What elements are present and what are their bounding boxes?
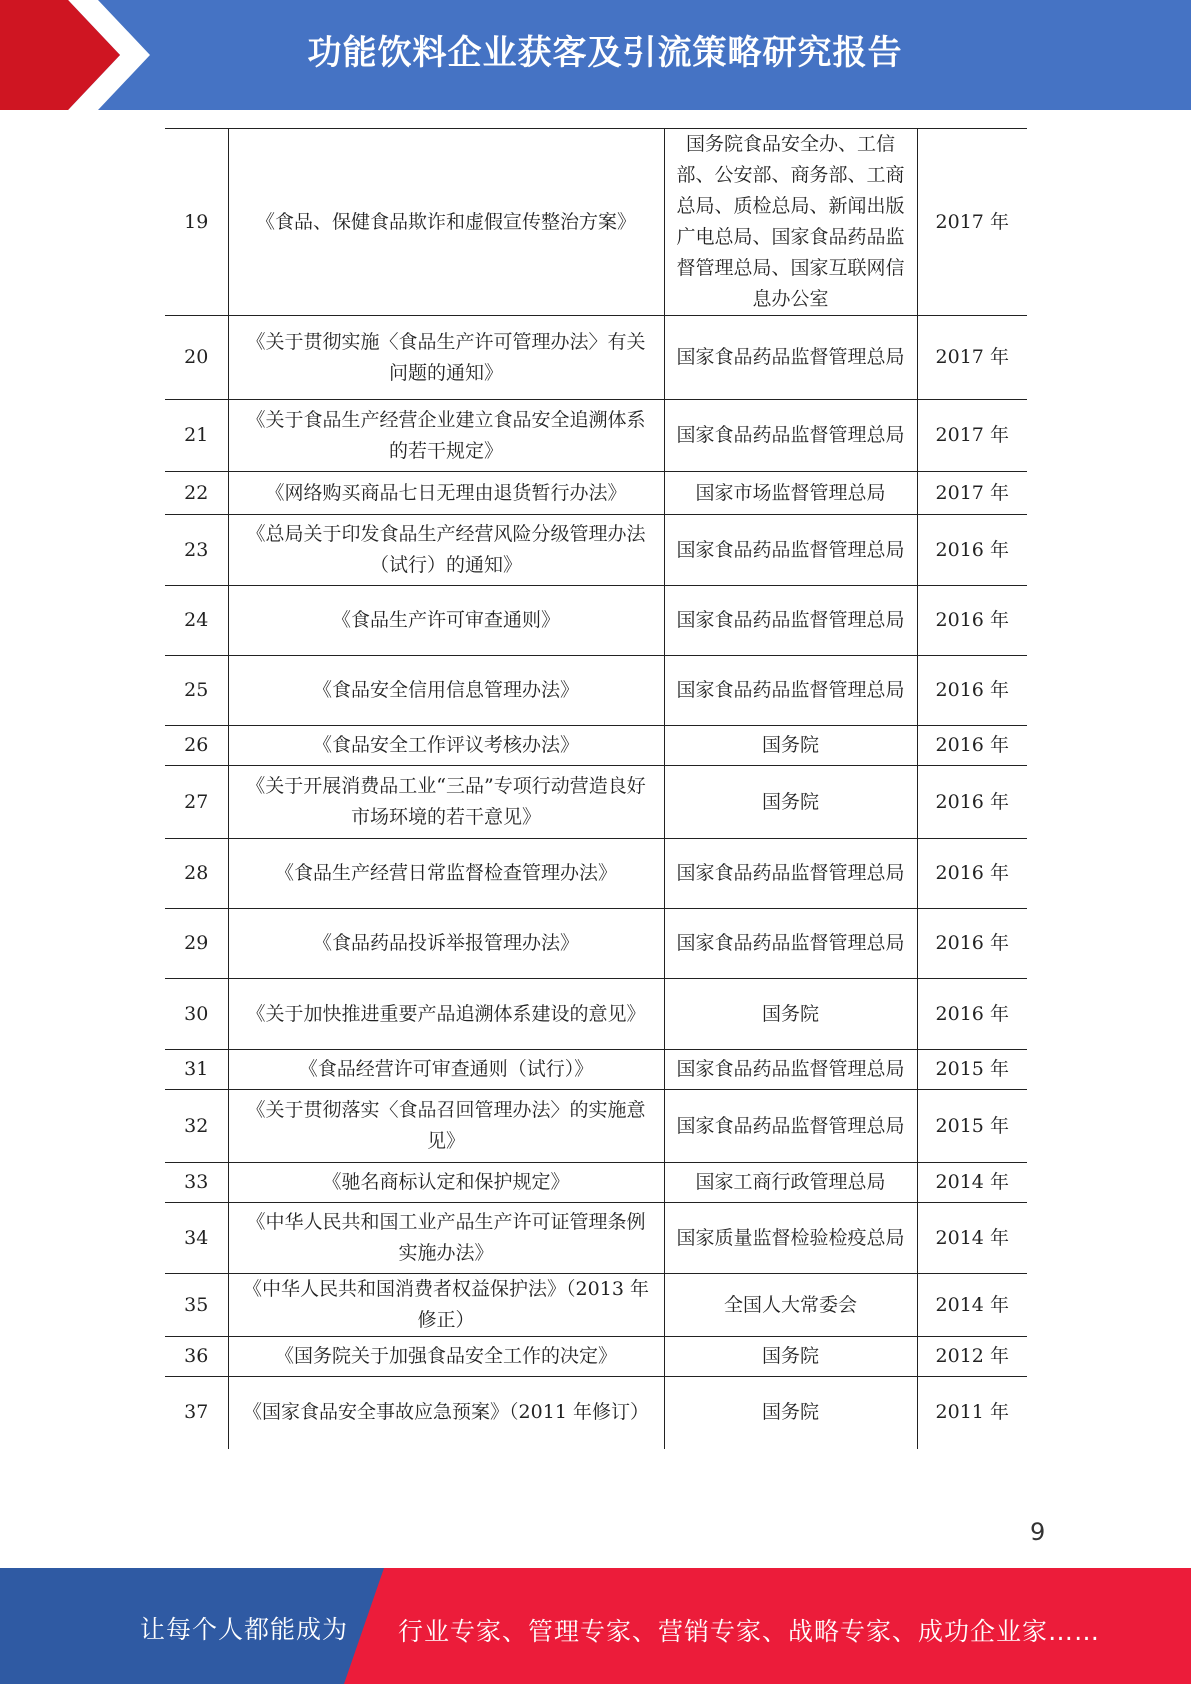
issuing-authority: 国务院 bbox=[664, 766, 917, 839]
regulation-title: 《关于开展消费品工业“三品”专项行动营造良好市场环境的若干意见》 bbox=[228, 766, 664, 839]
issuing-authority: 国家质量监督检验检疫总局 bbox=[664, 1203, 917, 1274]
issuing-authority: 国务院食品安全办、工信部、公安部、商务部、工商总局、质检总局、新闻出版广电总局、国家食品药品监督管理总局、国家互联网信息办公室 bbox=[664, 129, 917, 316]
issue-year: 2016 年 bbox=[917, 656, 1027, 726]
issuing-authority: 国家食品药品监督管理总局 bbox=[664, 656, 917, 726]
issue-year: 2012 年 bbox=[917, 1337, 1027, 1377]
issue-year: 2011 年 bbox=[917, 1377, 1027, 1449]
footer-slogan-left: 让每个人都能成为 bbox=[140, 1615, 349, 1644]
issue-year: 2017 年 bbox=[917, 316, 1027, 400]
row-number: 32 bbox=[165, 1090, 228, 1163]
issuing-authority: 国家食品药品监督管理总局 bbox=[664, 515, 917, 586]
row-number: 27 bbox=[165, 766, 228, 839]
row-number: 37 bbox=[165, 1377, 228, 1449]
row-number: 23 bbox=[165, 515, 228, 586]
issuing-authority: 国家食品药品监督管理总局 bbox=[664, 839, 917, 909]
issue-year: 2017 年 bbox=[917, 129, 1027, 316]
issuing-authority: 国务院 bbox=[664, 726, 917, 766]
regulation-title: 《驰名商标认定和保护规定》 bbox=[228, 1163, 664, 1203]
table-row bbox=[165, 1050, 1027, 1090]
regulation-title: 《食品、保健食品欺诈和虚假宣传整治方案》 bbox=[228, 129, 664, 316]
issuing-authority: 国家食品药品监督管理总局 bbox=[664, 586, 917, 656]
issue-year: 2014 年 bbox=[917, 1274, 1027, 1337]
issue-year: 2017 年 bbox=[917, 472, 1027, 515]
regulation-title: 《关于食品生产经营企业建立食品安全追溯体系的若干规定》 bbox=[228, 400, 664, 472]
issue-year: 2014 年 bbox=[917, 1163, 1027, 1203]
regulations-table bbox=[165, 128, 1027, 1449]
row-number: 21 bbox=[165, 400, 228, 472]
table-row bbox=[165, 766, 1027, 839]
row-number: 36 bbox=[165, 1337, 228, 1377]
regulation-title: 《食品药品投诉举报管理办法》 bbox=[228, 909, 664, 979]
row-number: 22 bbox=[165, 472, 228, 515]
table-row bbox=[165, 839, 1027, 909]
table-row bbox=[165, 1090, 1027, 1163]
issue-year: 2016 年 bbox=[917, 979, 1027, 1050]
table-row bbox=[165, 1203, 1027, 1274]
row-number: 28 bbox=[165, 839, 228, 909]
table-row bbox=[165, 1337, 1027, 1377]
table-row bbox=[165, 129, 1027, 316]
table-row bbox=[165, 1274, 1027, 1337]
row-number: 25 bbox=[165, 656, 228, 726]
issue-year: 2014 年 bbox=[917, 1203, 1027, 1274]
issue-year: 2016 年 bbox=[917, 839, 1027, 909]
regulations-table-body bbox=[165, 129, 1027, 1449]
issuing-authority: 国家食品药品监督管理总局 bbox=[664, 1050, 917, 1090]
row-number: 34 bbox=[165, 1203, 228, 1274]
report-title: 功能饮料企业获客及引流策略研究报告 bbox=[307, 33, 903, 73]
regulation-title: 《网络购买商品七日无理由退货暂行办法》 bbox=[228, 472, 664, 515]
issuing-authority: 全国人大常委会 bbox=[664, 1274, 917, 1337]
regulation-title: 《关于加快推进重要产品追溯体系建设的意见》 bbox=[228, 979, 664, 1050]
issuing-authority: 国家食品药品监督管理总局 bbox=[664, 400, 917, 472]
table-row bbox=[165, 316, 1027, 400]
issue-year: 2016 年 bbox=[917, 766, 1027, 839]
table-row bbox=[165, 1377, 1027, 1449]
issuing-authority: 国务院 bbox=[664, 1337, 917, 1377]
table-row bbox=[165, 400, 1027, 472]
issuing-authority: 国家食品药品监督管理总局 bbox=[664, 909, 917, 979]
table-row bbox=[165, 909, 1027, 979]
row-number: 31 bbox=[165, 1050, 228, 1090]
issuing-authority: 国务院 bbox=[664, 979, 917, 1050]
table-row bbox=[165, 656, 1027, 726]
issuing-authority: 国家食品药品监督管理总局 bbox=[664, 316, 917, 400]
table-row bbox=[165, 726, 1027, 766]
table-row bbox=[165, 515, 1027, 586]
issuing-authority: 国务院 bbox=[664, 1377, 917, 1449]
issuing-authority: 国家市场监督管理总局 bbox=[664, 472, 917, 515]
issuing-authority: 国家工商行政管理总局 bbox=[664, 1163, 917, 1203]
page-number: 9 bbox=[1030, 1518, 1046, 1546]
issue-year: 2015 年 bbox=[917, 1090, 1027, 1163]
row-number: 29 bbox=[165, 909, 228, 979]
issue-year: 2015 年 bbox=[917, 1050, 1027, 1090]
regulation-title: 《食品安全信用信息管理办法》 bbox=[228, 656, 664, 726]
regulation-title: 《食品生产许可审查通则》 bbox=[228, 586, 664, 656]
regulation-title: 《食品经营许可审查通则（试行）》 bbox=[228, 1050, 664, 1090]
issue-year: 2016 年 bbox=[917, 726, 1027, 766]
row-number: 20 bbox=[165, 316, 228, 400]
issue-year: 2016 年 bbox=[917, 515, 1027, 586]
issue-year: 2016 年 bbox=[917, 586, 1027, 656]
regulation-title: 《总局关于印发食品生产经营风险分级管理办法（试行）的通知》 bbox=[228, 515, 664, 586]
row-number: 24 bbox=[165, 586, 228, 656]
table-row bbox=[165, 1163, 1027, 1203]
footer-slogan-right: 行业专家、管理专家、营销专家、战略专家、成功企业家…… bbox=[398, 1617, 1101, 1646]
table-row bbox=[165, 586, 1027, 656]
row-number: 26 bbox=[165, 726, 228, 766]
issuing-authority: 国家食品药品监督管理总局 bbox=[664, 1090, 917, 1163]
row-number: 35 bbox=[165, 1274, 228, 1337]
regulation-title: 《中华人民共和国工业产品生产许可证管理条例实施办法》 bbox=[228, 1203, 664, 1274]
issue-year: 2016 年 bbox=[917, 909, 1027, 979]
regulation-title: 《食品安全工作评议考核办法》 bbox=[228, 726, 664, 766]
issue-year: 2017 年 bbox=[917, 400, 1027, 472]
regulation-title: 《关于贯彻实施〈食品生产许可管理办法〉有关问题的通知》 bbox=[228, 316, 664, 400]
table-row bbox=[165, 472, 1027, 515]
row-number: 33 bbox=[165, 1163, 228, 1203]
regulation-title: 《中华人民共和国消费者权益保护法》（2013 年修正） bbox=[228, 1274, 664, 1337]
row-number: 19 bbox=[165, 129, 228, 316]
regulation-title: 《关于贯彻落实〈食品召回管理办法〉的实施意见》 bbox=[228, 1090, 664, 1163]
table-row bbox=[165, 979, 1027, 1050]
row-number: 30 bbox=[165, 979, 228, 1050]
regulation-title: 《国家食品安全事故应急预案》（2011 年修订） bbox=[228, 1377, 664, 1449]
regulation-title: 《国务院关于加强食品安全工作的决定》 bbox=[228, 1337, 664, 1377]
regulation-title: 《食品生产经营日常监督检查管理办法》 bbox=[228, 839, 664, 909]
